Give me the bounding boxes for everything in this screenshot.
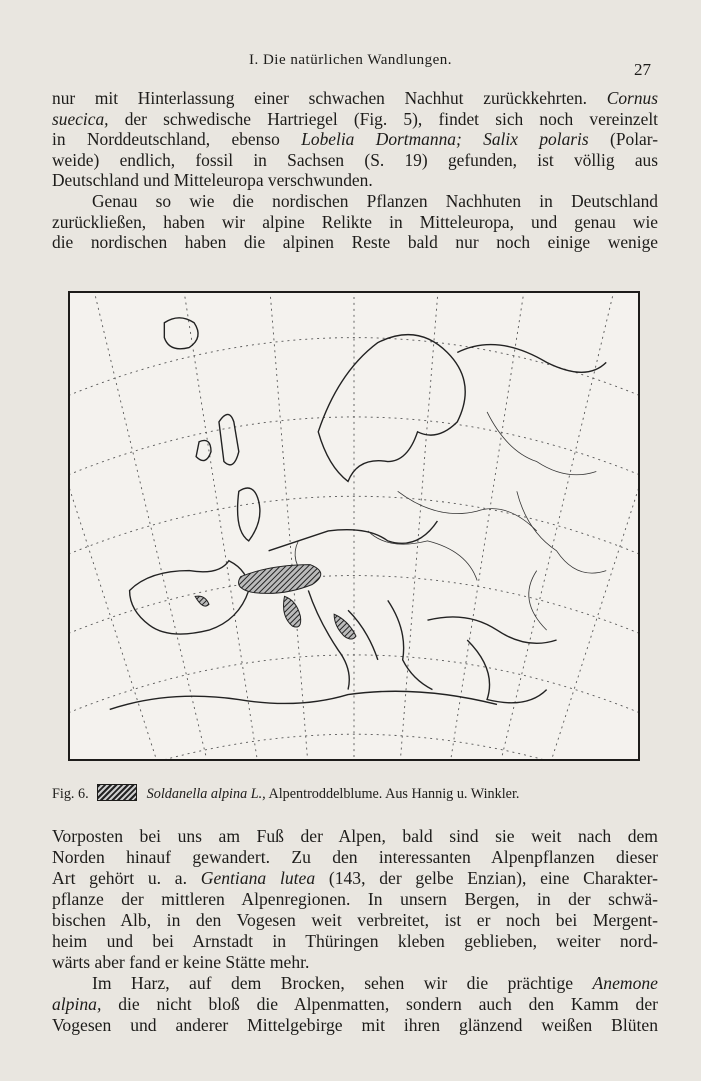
text-line: Vogesen und anderer Mittelgebirge mit ihren glänzend weißen Blüten bbox=[52, 1015, 658, 1035]
rivers-and-borders bbox=[295, 412, 606, 630]
text-line: wärts aber fand er keine Stätte mehr. bbox=[52, 952, 310, 972]
text-line: weide) endlich, fossil in Sachsen (S. 19) gefunden, ist völlig aus bbox=[52, 149, 658, 170]
text-line: bischen Alb, in den Vogesen weit verbreitet, ist er noch bei Mergent- bbox=[52, 910, 658, 930]
text-line: in Norddeutschland, ebenso Lobelia Dortmanna; Salix polaris (Polar- bbox=[52, 129, 658, 150]
figure-caption bbox=[52, 784, 658, 803]
running-title: I. Die natürlichen Wandlungen. bbox=[248, 52, 453, 68]
text-line: Art gehört u. a. Gentiana lutea (143, der gelbe Enzian), eine Charakter- bbox=[52, 868, 658, 888]
coastlines bbox=[110, 318, 607, 710]
caption-text: Alpentroddelblume. Aus Hannig u. Winkler. bbox=[265, 786, 520, 802]
hatched-legend-swatch-icon bbox=[97, 784, 137, 801]
europe-distribution-map bbox=[68, 291, 640, 761]
text-line: Genau so wie die nordischen Pflanzen Nachhuten in Deutschland bbox=[92, 190, 658, 211]
text-line: Deutschland und Mitteleuropa verschwunden. bbox=[52, 170, 373, 191]
species-name: Soldanella alpina L., bbox=[146, 786, 266, 802]
graticule bbox=[70, 293, 638, 759]
text-line: Im Harz, auf dem Brocken, sehen wir die prächtige Anemone bbox=[92, 973, 658, 993]
text-line: suecica, der schwedische Hartriegel (Fig. 5), findet sich noch vereinzelt bbox=[52, 108, 658, 129]
text-line: alpina, die nicht bloß die Alpenmatten, sondern auch den Kamm der bbox=[52, 994, 658, 1014]
text-line: die nordischen haben die alpinen Reste bald nur noch einige wenige bbox=[52, 232, 658, 253]
text-line: nur mit Hinterlassung einer schwachen Nachhut zurückkehrten. Cornus bbox=[52, 88, 658, 108]
text-line: heim und bei Arnstadt in Thüringen kleben geblieben, weiter nord- bbox=[52, 931, 658, 951]
page-number: 27 bbox=[634, 60, 651, 79]
text-line: Norden hinauf gewandert. Zu den interessanten Alpenpflanzen dieser bbox=[52, 847, 658, 867]
soldanella-range-areas bbox=[195, 565, 356, 639]
text-line: zurückließen, haben wir alpine Relikte in Mitteleuropa, und genau wie bbox=[52, 211, 658, 232]
text-line: Vorposten bei uns am Fuß der Alpen, bald sind sie weit nach dem bbox=[52, 826, 658, 846]
top-paragraphs bbox=[52, 88, 658, 253]
figure-label: Fig. 6. bbox=[52, 786, 89, 802]
bottom-paragraphs bbox=[52, 826, 658, 1036]
text-line: pflanze der mittleren Alpenregionen. In unsern Bergen, in der schwä- bbox=[52, 889, 658, 909]
map-illustration bbox=[70, 293, 638, 759]
